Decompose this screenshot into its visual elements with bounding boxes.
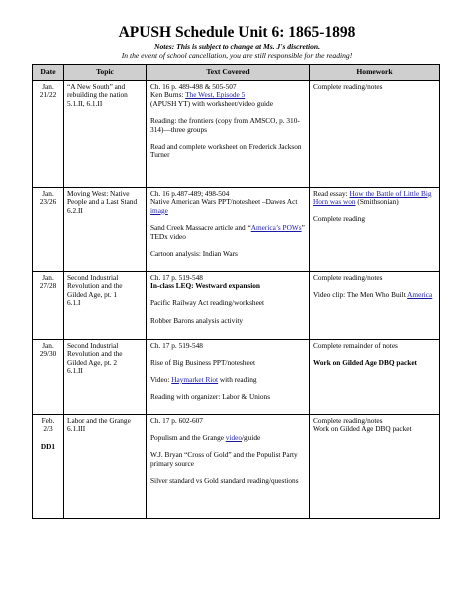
schedule-table [32, 64, 440, 519]
homework-cell [310, 80, 440, 187]
homework-paragraph: Work on Gilded Age DBQ packet [313, 357, 417, 367]
image-link[interactable]: image [150, 205, 168, 215]
populism-video-link[interactable]: video [225, 432, 243, 442]
homework-cell [310, 414, 440, 518]
text-paragraph: Ch. 17 p. 519-548 [150, 340, 203, 350]
text-covered-cell [147, 414, 310, 518]
america-video-link[interactable]: America [407, 289, 433, 299]
page-title: APUSH Schedule Unit 6: 1865-1898 [118, 24, 356, 41]
column-header-date: Date [33, 65, 64, 81]
dd1-label: DD1 [40, 441, 56, 451]
text-paragraph: Read and complete worksheet on Frederick Jackson Turner [150, 141, 302, 160]
topic-cell: Labor and the Grange 6.1.III [64, 414, 147, 518]
topic-cell: Second Industrial Revolution and the Gilded Age, pt. 2 6.1.II [64, 339, 147, 414]
homework-paragraph: Video clip: The Men Who Built America [313, 289, 433, 299]
table-row [33, 80, 440, 187]
homework-paragraph: Read essay: How the Battle of Little Big Horn was won (Smithsonian) [313, 188, 432, 207]
americas-pows-link[interactable]: America’s POWs [250, 222, 302, 232]
text-paragraph: Pacific Railway Act reading/worksheet [150, 298, 265, 308]
table-header-row [33, 65, 440, 81]
date-cell: Jan. 21/22 [33, 80, 64, 187]
haymarket-riot-link[interactable]: Haymarket Riot [171, 374, 219, 384]
topic-cell: “A New South” and rebuilding the nation 5.1.II, 6.1.II [64, 80, 147, 187]
column-header-topic: Topic [64, 65, 147, 81]
homework-paragraph: Complete reading/notes [313, 81, 383, 91]
text-covered-cell [147, 271, 310, 339]
text-covered-cell [147, 339, 310, 414]
text-paragraph: Ch. 16 p. 489-498 & 505-507 Ken Burns: The West, Episode 5 (APUSH YT) with worksheet/video guide [150, 81, 273, 108]
topic-cell: Second Industrial Revolution and the Gilded Age, pt. 1 6.1.I [64, 271, 147, 339]
little-big-horn-essay-link[interactable]: How the Battle of Little Big Horn was won [313, 188, 432, 207]
text-paragraph: Rise of Big Business PPT/notesheet [150, 357, 255, 367]
homework-cell [310, 339, 440, 414]
topic-cell: Moving West: Native People and a Last Stand 6.2.II [64, 187, 147, 271]
text-paragraph: Robber Barons analysis activity [150, 315, 244, 325]
text-paragraph: Populism and the Grange video/guide [150, 432, 261, 442]
document-header [0, 24, 474, 60]
text-covered-cell [147, 187, 310, 271]
text-paragraph: Cartoon analysis: Indian Wars [150, 248, 238, 258]
homework-paragraph: Complete reading/notes [313, 415, 383, 425]
homework-paragraph: Complete remainder of notes [313, 340, 398, 350]
homework-cell [310, 187, 440, 271]
table-row [33, 414, 440, 518]
date-cell: Jan. 27/28 [33, 271, 64, 339]
the-west-episode-5-link[interactable]: The West, Episode 5 [185, 90, 246, 100]
notes-line: Notes: This is subject to change at Ms. J's discretion. [153, 42, 321, 51]
text-paragraph: Reading: the frontiers (copy from AMSCO, p. 310-314)—three groups [150, 115, 300, 134]
homework-paragraph: Complete reading [313, 214, 366, 224]
homework-paragraph: Work on Gilded Age DBQ packet [313, 424, 412, 434]
text-paragraph: Ch. 17 p. 602-607 [150, 415, 203, 425]
column-header-homework: Homework [310, 65, 440, 81]
table-row [33, 271, 440, 339]
table-row [33, 187, 440, 271]
table-row [33, 339, 440, 414]
text-paragraph: W.J. Bryan “Cross of Gold” and the Populist Party primary source [150, 449, 298, 468]
subtitle-line: In the event of school cancellation, you are still responsible for the reading! [121, 51, 353, 60]
text-paragraph: Reading with organizer: Labor & Unions [150, 392, 271, 402]
text-paragraph: Video: Haymarket Riot with reading [150, 374, 257, 384]
text-covered-cell [147, 80, 310, 187]
text-paragraph: Ch. 16 p.487-489; 498-504 Native American Wars PPT/notesheet –Dawes Act image [150, 188, 298, 215]
date-cell: Feb. 2/3 DD1 [33, 414, 64, 518]
homework-cell [310, 271, 440, 339]
homework-paragraph: Complete reading/notes [313, 272, 383, 282]
text-paragraph: Silver standard vs Gold standard reading/questions [150, 475, 299, 485]
date-cell: Jan. 29/30 [33, 339, 64, 414]
text-paragraph: Sand Creek Massacre article and “America’s POWs” TEDx video [150, 222, 305, 241]
column-header-text-covered: Text Covered [147, 65, 310, 81]
text-paragraph: Ch. 17 p. 519-548 In-class LEQ: Westward expansion [150, 272, 260, 291]
date-cell: Jan. 23/26 [33, 187, 64, 271]
